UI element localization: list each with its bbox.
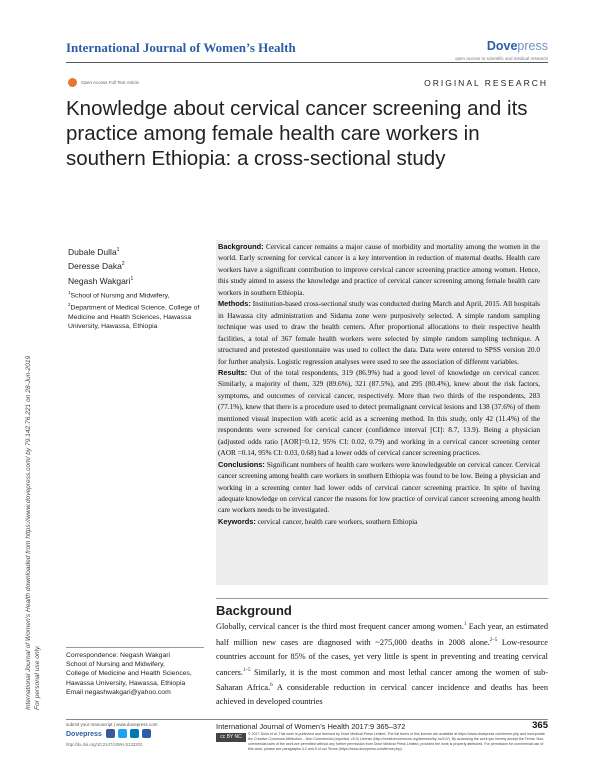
affiliation-2-mark: 2 [68, 302, 71, 308]
publisher-logo-light: press [517, 39, 548, 53]
author-3-affil-mark: 1 [130, 275, 134, 282]
open-access-icon [68, 78, 77, 87]
author-1-affil-mark: 1 [116, 247, 120, 253]
citation-ref[interactable]: 6 [270, 683, 273, 689]
publisher-logo[interactable] [487, 39, 548, 53]
side-note-line-2: For personal use only. [34, 645, 41, 710]
publisher-logo-bold: Dove [486, 39, 518, 53]
abstract-conclusions-label: Conclusions: [218, 459, 265, 469]
journal-title[interactable]: International Journal of Women’s Health [66, 40, 296, 55]
abstract-keywords-text: cervical cancer, health care workers, southern Ethiopia [257, 516, 418, 526]
abstract-methods-label: Methods: [218, 299, 251, 309]
author-3-name: Negash Wakgari [68, 275, 131, 286]
background-text-5: A considerable reduction in cervical cancer incidence and deaths has been achieved in developed countries [216, 683, 548, 707]
author-2-name: Deresse Daka [68, 261, 122, 272]
paper-title: Knowledge about cervical cancer screening and its practice among female health care workers in southern Ethiopia: a cross-sectional study [66, 97, 528, 170]
footer-publisher-logo[interactable]: Dovepress [66, 731, 102, 738]
side-note-line-1: International Journal of Women's Health downloaded from https://www.dovepress.com/ by 79.142.76.221 on 28-Jun-2019 [25, 355, 32, 710]
background-text-1: Globally, cervical cancer is the third most frequent cancer among women. [216, 621, 464, 631]
author-3 [68, 273, 133, 287]
email-icon[interactable] [142, 729, 151, 738]
citation-ref[interactable]: 2–5 [489, 637, 498, 643]
linkedin-icon[interactable] [130, 729, 139, 738]
affiliation-2 [68, 300, 208, 330]
correspondence-line-4: Hawassa University, Hawassa, Ethiopia [66, 679, 186, 687]
background-text-4: Similarly, it is the most common and most lethal cancer among the women of sub-Saharan Africa. [216, 667, 548, 693]
abstract-conclusions [218, 459, 540, 516]
abstract-methods [218, 298, 540, 367]
download-side-note [24, 110, 41, 710]
abstract-keywords-label: Keywords: [218, 516, 256, 526]
author-1 [68, 244, 133, 258]
background-heading: Background [216, 603, 292, 618]
author-2-affil-mark: 2 [121, 261, 125, 268]
affiliation-1-text: School of Nursing and Midwifery, [70, 292, 170, 300]
open-access-badge [68, 78, 139, 87]
author-1-name: Dubale Dulla [68, 246, 117, 257]
open-access-label: Open Access Full Text Article [81, 80, 139, 85]
citation-ref[interactable]: 1–5 [242, 667, 251, 673]
affiliations [68, 288, 208, 331]
correspondence-line-2: School of Nursing and Midwifery, [66, 661, 165, 669]
abstract-methods-text: Institution-based cross-sectional study was conducted during March and April, 2015. All hospitals in Hawassa city administration and Sidama zone were purposively selected. A simple random sampling technique was used to draw the health centers. After proportional allocations to their respective health facilities, a total of 367 female health workers were selected by simple random sampling technique. A structured and pretested questionnaire was used to collect the data. Data were entered to SPSS version 20.0 for further analysis. Logistic regression analyses were used to see the association of different variables. [218, 299, 540, 366]
correspondence-email[interactable]: Email negashwakgari@yahoo.com [66, 688, 171, 696]
background-divider [216, 598, 548, 599]
citation-ref[interactable]: 1 [463, 622, 467, 627]
abstract-results-text: Out of the total respondents, 319 (86.9%) had a good level of knowledge on cervical cancer. Similarly, a majority of them, 329 (89.6%), 321 (87.5%), and 295 (80.4%), knew about the risk factors, symptoms, and outcomes of cervical cancer, respectively. More than two thirds of the respondents, 283 (77.1%), knew that there is a procedure used to detect premalignant cervical lesions and 138 (37.6%) of them mentioned visual inspection with acetic acid as a screening method. In this study, only 42 (11.4%) of the respondents were screened for cervical cancer (confidence interval [CI]: 8.7, 13.9). Being a physician (adjusted odds ratio [AOR]=0.12, 95% CI: 0.02, 0.79) and working in a cervical cancer screening center (AOR =0.14, 95% CI: 0.03, 0.68) had a lower odds of cervical cancer screening practices. [218, 367, 540, 458]
page-number: 365 [532, 720, 548, 731]
license-text: © 2017 Dulla et al. This work is published and licensed by Dove Medical Press Limited. The full terms of this license are available at https://www.dovepress.com/terms.php and incorporate the Creative Commons Attribution – Non Commercial (unported, v3.0) License (http://creativecommons.org/licenses/by-nc/3.0/). By accessing the work you hereby accept the Terms. Non-commercial uses of the work are permitted without any further permission from Dove Medical Press Limited, provided the work is properly attributed. For permission for commercial use of this work, please see paragraphs 4.2 and 5 of our Terms (https://www.dovepress.com/terms.php). [248, 732, 545, 751]
publisher-tagline: open access to scientific and medical research [454, 56, 548, 61]
abstract-background [218, 241, 540, 298]
doi-link[interactable]: http://dx.doi.org/10.2147/IJWH.S132202 [66, 742, 143, 747]
abstract-results-label: Results: [218, 367, 248, 377]
affiliation-1-mark: 1 [68, 290, 71, 295]
social-icons [106, 729, 151, 738]
footer-citation: International Journal of Women’s Health 2017:9 365–372 [216, 722, 406, 731]
correspondence-line-3: College of Medicine and Health Sciences, [66, 670, 192, 678]
correspondence-block [66, 651, 211, 697]
abstract-background-label: Background: [218, 242, 264, 251]
correspondence-name: Correspondence: Negash Wakgari [66, 652, 171, 659]
background-text-3: Low-resource countries account for 85% of the cases, yet very little is spent in preventing and treating cervical cancers. [216, 637, 548, 677]
abstract-results [218, 367, 540, 459]
background-text-2: Each year, an estimated half million new cases are diagnosed with ~275,000 deaths in 2008 alone. [216, 621, 549, 647]
creative-commons-icon[interactable]: cc BY NC [216, 733, 246, 742]
affiliation-1 [68, 288, 208, 300]
twitter-icon[interactable] [118, 729, 127, 738]
footer-divider [66, 719, 548, 720]
background-paragraph [216, 618, 548, 709]
article-type: ORIGINAL RESEARCH [424, 78, 548, 88]
facebook-icon[interactable] [106, 729, 115, 738]
abstract-conclusions-text: Significant numbers of health care workers were knowledgeable on cervical cancer. Cervical cancer screening among health care workers in southern Ethiopia was found to be low. Being a physician and working in a screening center had lower odds of cervical cancer screening practice. In spite of having adequate knowledge on cervical cancer the reasons for low practice of cervical cancer screening among health care workers needs to be investigated. [218, 459, 540, 515]
author-list [68, 244, 133, 287]
author-2 [68, 258, 133, 272]
abstract-box [216, 240, 548, 585]
submit-manuscript-link[interactable]: submit your manuscript | www.dovepress.com [66, 722, 158, 727]
affiliation-2-text: Department of Medical Science, College of Medicine and Health Sciences, Hawassa University, Hawassa, Ethiopia [68, 304, 200, 330]
abstract-keywords [218, 516, 540, 527]
header-divider [66, 62, 548, 63]
correspondence-divider [66, 647, 204, 648]
abstract-background-text: Cervical cancer remains a major cause of morbidity and mortality among the women in the world. Early screening for cervical cancer is a key intervention in reduction of maternal deaths. Health care workers have a significant contribution to improve cervical cancer screening practice among women. Hence, this study aimed to assess the knowledge and practice of cervical cancer screening among female health care workers in southern Ethiopia. [218, 242, 541, 297]
